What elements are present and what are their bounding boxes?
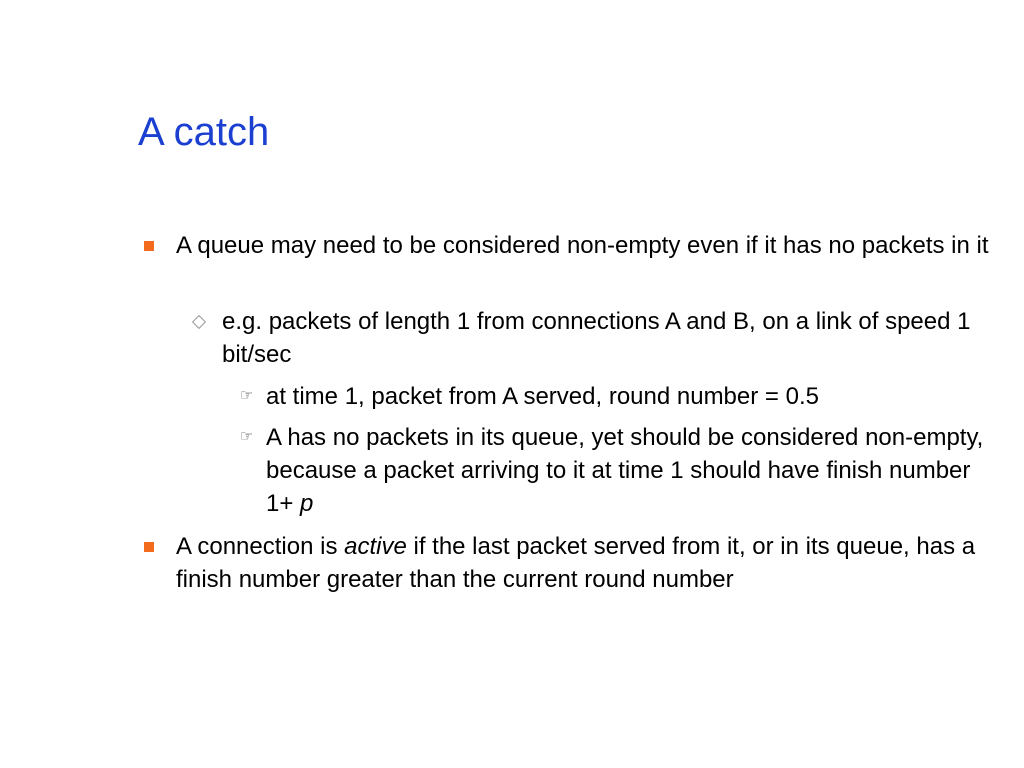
bullet-level2-example [222, 305, 982, 371]
pointing-hand-bullet-icon: ☞ [240, 427, 254, 445]
slide-title: A catch [138, 110, 270, 154]
bullet-level3-time1 [240, 380, 986, 413]
bullet-text: A queue may need to be considered non-empty even if it has no packets in it [176, 232, 989, 259]
bullet-text-rest: if the last packet served from it, or in its queue, has a finish number greater than the current round number [176, 533, 976, 593]
bullet-text-italic: p [300, 490, 314, 517]
bullet-level1-queue-nonempty [176, 229, 996, 262]
bullet-level1-active-connection [176, 530, 996, 596]
bullet-text: at time 1, packet from A served, round number = 0.5 [266, 383, 819, 410]
bullet-text: A has no packets in its queue, yet should be considered non-empty, because a packet arriving to it at time 1 should have finish number 1+ [266, 424, 984, 517]
orange-square-bullet-icon [144, 241, 154, 251]
bullet-text-italic: active [344, 533, 407, 560]
bullet-text: e.g. packets of length 1 from connections A and B, on a link of speed 1 bit/sec [222, 308, 971, 368]
orange-square-bullet-icon [144, 542, 154, 552]
diamond-bullet-icon [192, 315, 206, 329]
pointing-hand-bullet-icon: ☞ [240, 386, 254, 404]
bullet-text: A connection is [176, 533, 345, 560]
bullet-level3-no-packets [240, 421, 986, 520]
